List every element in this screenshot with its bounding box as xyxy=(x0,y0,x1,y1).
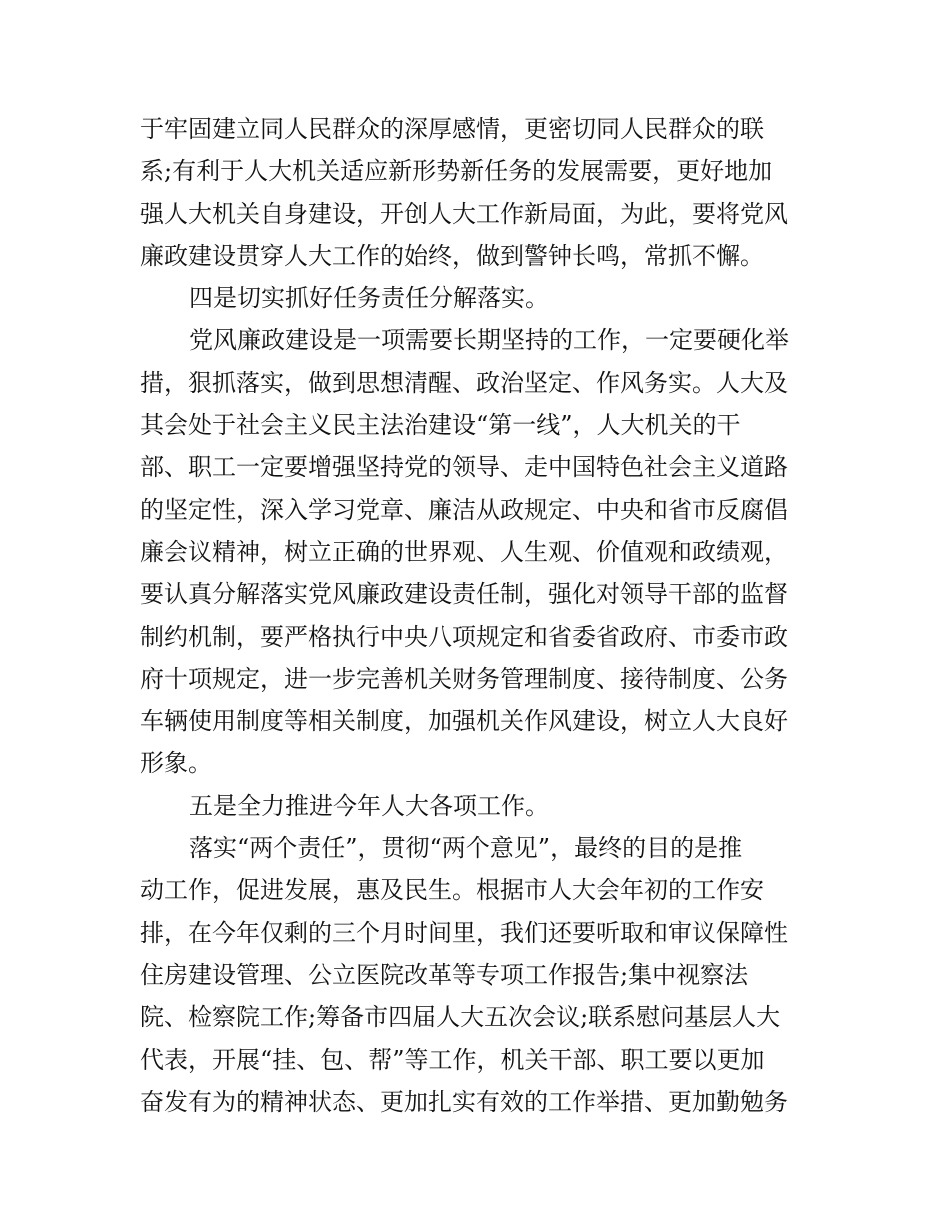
text-line: 要认真分解落实党风廉政建设责任制，强化对领导干部的监督 xyxy=(140,580,788,609)
text-line: 系;有利于人大机关适应新形势新任务的发展需要，更好地加 xyxy=(140,157,773,186)
text-line: 措，狠抓落实，做到思想清醒、政治坚定、作风务实。人大及 xyxy=(140,368,788,397)
text-line: 住房建设管理、公立医院改革等专项工作报告;集中视察法 xyxy=(140,960,749,989)
text-line: 部、职工一定要增强坚持党的领导、走中国特色社会主义道路 xyxy=(140,453,788,482)
text-line: 强人大机关自身建设，开创人大工作新局面，为此，要将党风 xyxy=(140,199,788,228)
text-line: 动工作，促进发展，惠及民生。根据市人大会年初的工作安 xyxy=(140,876,764,905)
text-line: 廉政建设贯穿人大工作的始终，做到警钟长鸣，常抓不懈。 xyxy=(140,241,764,270)
text-line: 的坚定性，深入学习党章、廉洁从政规定、中央和省市反腐倡 xyxy=(140,495,788,524)
section-heading-4: 四是切实抓好任务责任分解落实。 xyxy=(189,284,549,313)
paragraph-start: 落实“两个责任”，贯彻“两个意见”，最终的目的是推 xyxy=(189,834,743,863)
text-line: 于牢固建立同人民群众的深厚感情，更密切同人民群众的联 xyxy=(140,115,764,143)
text-line: 制约机制，要严格执行中央八项规定和省委省政府、市委市政 xyxy=(140,622,788,651)
text-line: 形象。 xyxy=(140,749,212,778)
text-line: 府十项规定，进一步完善机关财务管理制度、接待制度、公务 xyxy=(140,664,788,693)
text-line: 奋发有为的精神状态、更加扎实有效的工作举措、更加勤勉务 xyxy=(140,1087,788,1116)
text-line: 车辆使用制度等相关制度，加强机关作风建设，树立人大良好 xyxy=(140,707,788,736)
body-text xyxy=(140,108,830,1123)
paragraph-start: 党风廉政建设是一项需要长期坚持的工作，一定要硬化举 xyxy=(189,326,789,355)
text-line: 廉会议精神，树立正确的世界观、人生观、价值观和政绩观， xyxy=(140,537,788,566)
text-line: 其会处于社会主义民主法治建设“第一线”，人大机关的干 xyxy=(140,411,741,440)
text-line: 代表，开展“挂、包、帮”等工作，机关干部、职工要以更加 xyxy=(140,1045,765,1074)
section-heading-5: 五是全力推进今年人大各项工作。 xyxy=(189,791,549,820)
text-line: 院、检察院工作;筹备市四届人大五次会议;联系慰问基层人大 xyxy=(140,1003,781,1032)
text-line: 排，在今年仅剩的三个月时间里，我们还要听取和审议保障性 xyxy=(140,918,788,947)
